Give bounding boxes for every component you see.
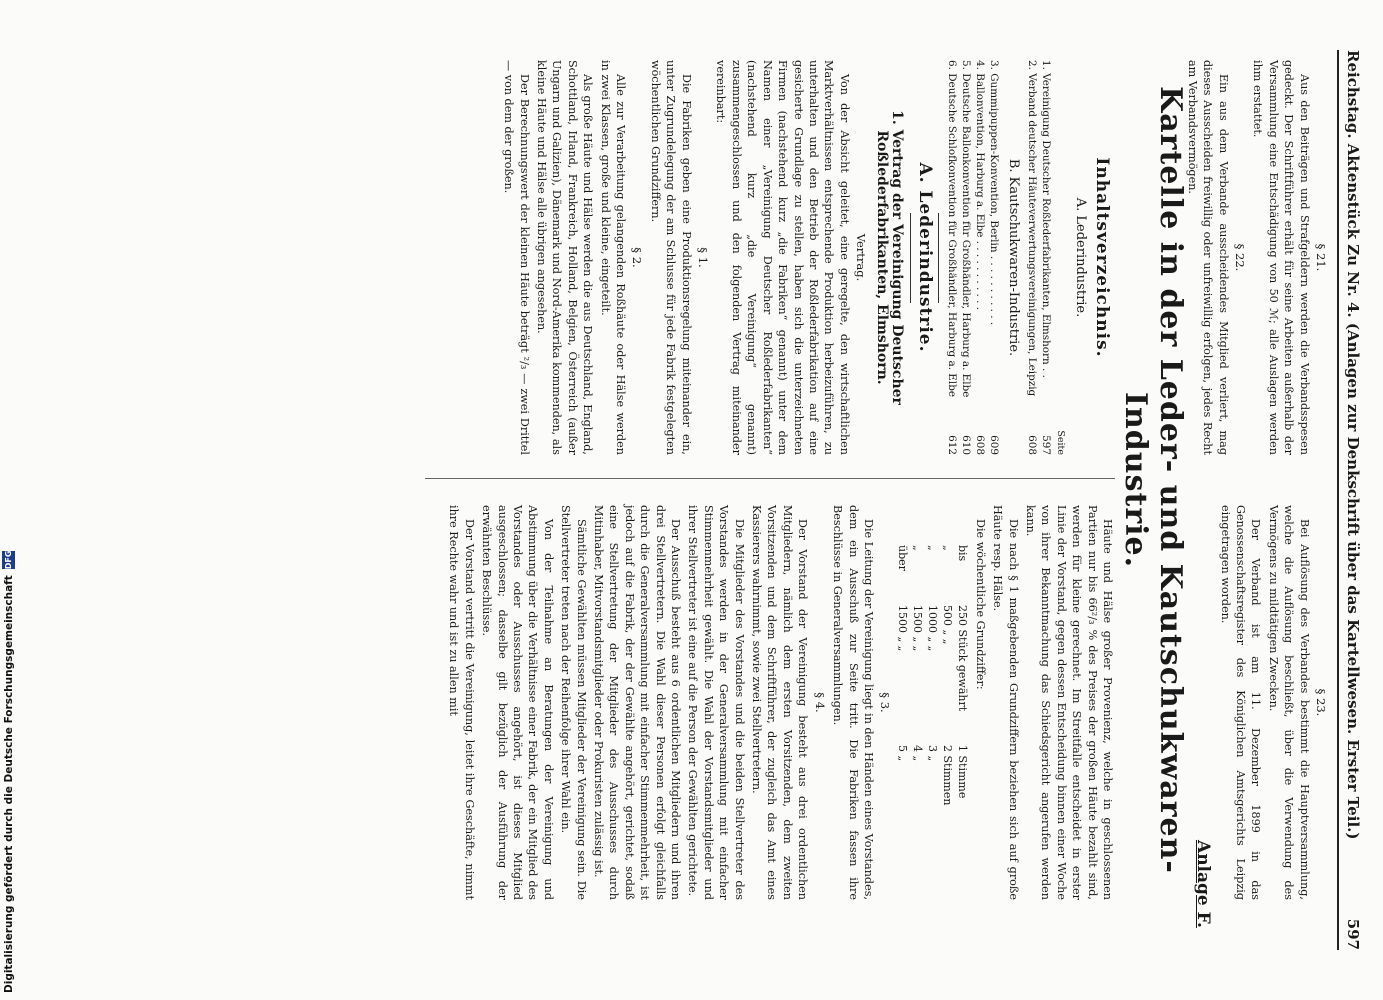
entry-heading: 1. Vertrag der Vereinigung Deutscher Roßlederfabrikanten, Elmshorn. [873,110,905,405]
page-number: 597 [1344,918,1362,950]
section-2-text-2: Als große Häute und Hälse werden die aus Deutschland, England, Schottland, Irland, Frankreich, Holland, Belgien, Österreich (außer Ungarn und Galizien), Dänemark und Nord-Amerika kommenden, als kleine Häute und Hälse alle übrigen angesehen. [535,60,595,455]
header-text: Reichstag. Aktenstück Zu Nr. 4. (Anlagen zur Denkschrift über das Kartellwesen. Erster Teil.) [1344,50,1362,840]
header-rule [1337,50,1339,950]
section-4-text-1: Der Vorstand der Vereinigung besteht aus drei ordentlichen Mitgliedern, nämlich dem ersten Vorsitzenden, dem zweiten Vorsitzenden und dem Schriftführer, der zugleich das Amt eines Kassierers wahrnimmt, sowie zwei Stellvertretern. [750,505,810,900]
section-4-text-4: Sämtliche Gewählten müssen Mitglieder der Vereinigung sein. Die Stellvertreter treten nach der Reihenfolge ihrer Wahl ein. [559,505,588,900]
section-4-text-5: Von der Teilnahme an Beratungen der Vereinigung und Abstimmung über die Verhältnisse einer Fabrik, der ein Mitglied des Vorstandes oder Ausschusses angehört, ist dieses Mitglied ausgeschlossen; dasselbe gilt bezüglich der Ausführung der erwähnten Beschlüsse. [480,505,555,900]
main-right-column [444,505,1115,900]
toc-seite-label: Seite [1055,430,1067,455]
section-4-text-6: Der Vorstand vertritt die Vereinigung, leitet ihre Geschäfte, nimmt ihre Rechte wahr und ist zu allen mit [447,505,476,900]
section-3-heading: § 3. [878,692,893,713]
toc-item: 6. Deutsche Schlofkonvention für Großhändler, Harburg a. Elbe 612 [946,60,959,455]
toc-item: 1. Vereinigung Deutscher Roßlederfabrikanten, Elmshorn . . 597 [1039,60,1052,455]
section-1-text: Die Fabriken geben eine Produktionsregelung miteinander ein, unter Zugrundelegung der am Schlusse für jede Fabrik festgelegten wöchentlichen Grundziffern. [648,60,693,455]
part-a-heading: A. Lederindustrie. [915,162,936,353]
toc-item: 2. Verband deutscher Häuteverwertungsvereinigungen, Leipzig 608 [1025,60,1038,455]
page-title: Kartelle in der Leder- und Kautschukwaren-Industrie. [1118,86,1188,874]
section-3-text: Die Leitung der Vereinigung liegt in den Händen eines Vorstandes, dem ein Ausschuß zur Seite tritt. Die Fabriken fassen ihre Beschlüsse in Generalversammlungen. [831,505,875,900]
votes-row: „ 1000 „ „ 3 „ [926,545,940,762]
divider [938,213,939,303]
main-left-column [499,60,1115,455]
section-2-text-1: Alle zur Verarbeitung gelangenden Roßhäute oder Hälse werden in zwei Klassen, große und kleine, eingeteilt. [598,60,628,455]
toc-item: 4. Ballonvention, Harburg a. Elbe . . . . . . . . . . . 608 [974,60,987,455]
stimmen-intro: Die wöchentliche Grundziffer: [973,519,987,690]
registration-text: Der Verband ist am 11. Dezember 1899 in das Genossenschaftsregister des Königlichen Amtsgerichts Leipzig eingetragen worden. [1218,505,1263,900]
credit-text: Digitalisierung gefördert durch die Deutsche Forschungsgemeinschaft [2,575,15,993]
section-4-heading: § 4. [812,692,827,713]
section-21-text: Aus den Beiträgen und Strafgeldern werden die Verbandsspesen gedeckt. Der Schriftführer erhält für seine Arbeiten außerhalb der Versammlung eine Entschädigung von 50 ℳ; alle Auslagen werden ihm erstattet. [1251,60,1311,455]
top-left-column [1182,60,1331,455]
column-divider [425,478,1115,479]
section-22-text: Ein aus dem Verbande ausscheidendes Mitglied verliert, mag dieses Ausscheiden freiwillig oder unfreiwillig erfolgen, jedes Recht am Verbandsvermögen. [1185,60,1230,455]
section-2-text-3: Der Berechnungswert der kleinen Häute beträgt ²/₃ — zwei Drittel — von dem der großen. [502,60,531,455]
toc-section-b: B. Kautschukwaren-Industrie. [1005,158,1021,357]
votes-table [895,545,970,900]
running-header [1341,50,1365,950]
top-right-column [1215,505,1331,900]
section-21-heading: § 21. [1314,243,1328,272]
vertrag-intro: Von der Absicht geleitet, eine geregelte, den wirtschaftlichen Marktverhältnissen entsprechende Produktion herbeizuführen, zu unterhalten und den Betrieb der Roßlederfabrikation auf eine gesicherte Grundlage zu stellen, haben sich die unterzeichneten Firmen (nachstehend kurz „die Fabriken“ genannt) unter dem Namen einer „Vereinigung Deutscher Roßlederfabrikanten“ (nachstehend kurz „die Vereinigung“ genannt) zusammengeschlossen und den folgenden Vertrag miteinander vereinbart: [714,60,851,455]
vertrag-heading: Vertrag. [854,233,869,282]
section-4-text-2: Die Mitglieder des Vorstandes und die beiden Stellvertreter des Vorstandes werden in der Generalversammlung mit einfacher Stimmenmehrheit gewählt. Die Wahl der Vorstandsmitglieder und ihrer Stellvertreter ist eine auf die Person der Gewählten gerichtete. [686,505,746,900]
section-2-heading: § 2. [630,247,645,268]
anlage-label: Anlage F. [1193,840,1213,928]
votes-row: bis 250 Stück gewährt 1 Stimme [956,545,970,799]
continued-text: Häute und Hälse großer Provenienz, welche in geschlossenen Partien nur bis 66²/₃ % des Preises der großen Häute bezahlt sind, werden für kleine gerechnet. Im Streitfalle entscheidet in erster Linie der Vorstand, gegen dessen Entscheidung binnen einer Woche von ihrer Bekanntmachung das Schiedsgericht angerufen werden kann. [1023,505,1114,900]
digitization-credit [2,393,15,993]
toc-list-a [1025,60,1053,455]
section-22-heading: § 22. [1232,243,1247,272]
grundziffer-text: Die nach § 1 maßgebenden Grundziffern beziehen sich auf große Häute resp. Hälse. [991,505,1020,900]
votes-row: „ 500 „ „ 2 Stimmen [941,545,955,806]
toc-list-b [945,60,1001,455]
section-4-text-3: Der Ausschuß besteht aus 6 ordentlichen Mitgliedern und ihren drei Stellvertretern. Die Wahl dieser Personen erfolgt gleichfalls durch die Generalversammlung mit einfacher Stimmenmehrheit, ist jedoch auf die Fabrik, der der Gewählte angehört, gerichtet, sodaß eine Stellvertretung der Mitglieder des Ausschusses durch Mitinhaber, Mitvorstandsmitglieder oder Prokuristen zulässig ist. [592,505,683,900]
votes-row: über 1500 „ „ 5 „ [896,545,910,762]
toc-heading: Inhaltsverzeichnis. [1092,157,1112,358]
toc-item: 3. Gummipuppen-Konvention, Berlin . . . . . . . . . . . 609 [988,60,1001,455]
toc-section-a: A. Lederindustrie. [1072,197,1088,318]
section-23-text: Bei Auflösung des Verbandes bestimmt die Hauptversammlung, welche die Auflösung beschließt, über die Verwendung des Vermögens zu mildtätigen Zwecken. [1266,505,1311,900]
section-1-heading: § 1. [696,247,711,268]
votes-row: „ 1500 „ „ 4 „ [911,545,925,762]
toc-item: 5. Deutsche Ballonkonvention für Großhändler, Harburg a. Elbe 610 [960,60,973,455]
section-23-heading: § 23. [1314,688,1328,717]
divider [910,213,911,303]
dfg-logo-icon: DFG [4,550,13,570]
